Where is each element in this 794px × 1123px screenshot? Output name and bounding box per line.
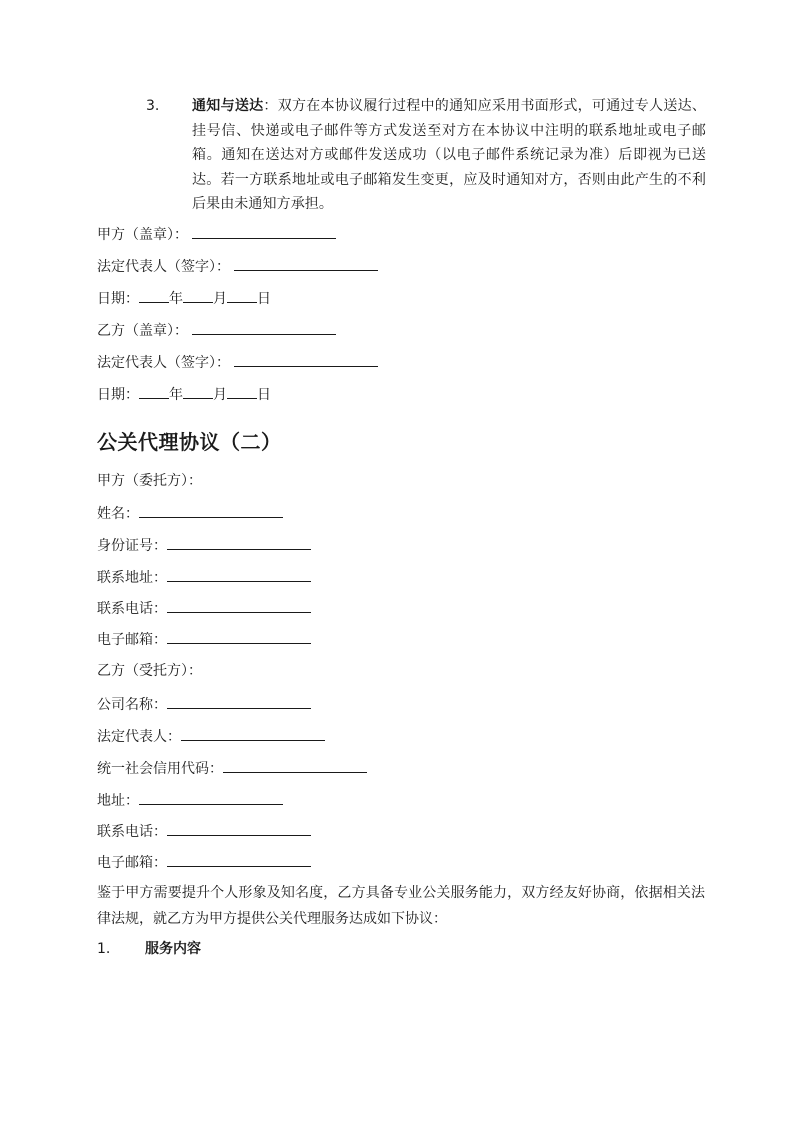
address-blank[interactable] xyxy=(139,790,283,805)
clause-title: 通知与送达 xyxy=(192,98,264,114)
clause-3 xyxy=(146,94,706,217)
party-b-rep-line xyxy=(97,352,378,373)
party-b-phone-line xyxy=(97,821,311,842)
address-label: 地址： xyxy=(97,793,139,809)
preamble-paragraph: 鉴于甲方需要提升个人形象及知名度，乙方具备专业公关服务能力，双方经友好协商，依据相关法律法规，就乙方为甲方提供公关代理服务达成如下协议： xyxy=(97,885,705,927)
party-b-seal-blank[interactable] xyxy=(192,320,336,335)
email-blank[interactable] xyxy=(167,629,311,644)
address-blank[interactable] xyxy=(167,567,311,582)
month-label: 月 xyxy=(213,291,227,307)
month-label: 月 xyxy=(213,387,227,403)
clause-number: 3. xyxy=(146,98,160,114)
email-label: 电子邮箱： xyxy=(97,855,167,871)
party-a-id-line xyxy=(97,535,311,556)
day-blank[interactable] xyxy=(227,384,257,399)
company-label: 公司名称： xyxy=(97,697,167,713)
date-prefix: 日期： xyxy=(97,291,139,307)
legal-rep-blank[interactable] xyxy=(181,726,325,741)
party-a-rep-blank[interactable] xyxy=(234,256,378,271)
party-b-rep-label: 法定代表人（签字）： xyxy=(97,355,230,371)
party-a-rep-label: 法定代表人（签字）： xyxy=(97,259,230,275)
party-a-rep-line xyxy=(97,256,378,277)
name-label: 姓名： xyxy=(97,506,139,522)
party-a-seal-line xyxy=(97,224,336,245)
credit-code-label: 统一社会信用代码： xyxy=(97,761,223,777)
address-label: 联系地址： xyxy=(97,570,167,586)
party-b-email-line xyxy=(97,852,311,873)
party-b-seal-label: 乙方（盖章）： xyxy=(97,323,188,339)
party-b-header: 乙方（受托方）： xyxy=(97,663,202,679)
agreement-title: 公关代理协议（二） xyxy=(97,430,282,454)
year-label: 年 xyxy=(169,291,183,307)
phone-label: 联系电话： xyxy=(97,601,167,617)
party-a-seal-label: 甲方（盖章）： xyxy=(97,227,188,243)
party-a-phone-line xyxy=(97,598,311,619)
clause-text: ：双方在本协议履行过程中的通知应采用书面形式，可通过专人送达、挂号信、快递或电子邮件等方式发送至对方在本协议中注明的联系地址或电子邮箱。通知在送达对方或邮件发送成功（以电子邮件系统记录为准）后即视为已送达。若一方联系地址或电子邮箱发生变更，应及时通知对方，否则由此产生的不利后果由未通知方承担。 xyxy=(192,98,706,212)
legal-rep-label: 法定代表人： xyxy=(97,729,181,745)
phone-blank[interactable] xyxy=(167,598,311,613)
phone-label: 联系电话： xyxy=(97,824,167,840)
year-blank[interactable] xyxy=(139,288,169,303)
day-blank[interactable] xyxy=(227,288,257,303)
day-label: 日 xyxy=(257,387,271,403)
party-a-header: 甲方（委托方）： xyxy=(97,473,202,489)
party-b-legal-rep-line xyxy=(97,726,325,747)
email-blank[interactable] xyxy=(167,852,311,867)
party-b-credit-code-line xyxy=(97,758,367,779)
email-label: 电子邮箱： xyxy=(97,632,167,648)
month-blank[interactable] xyxy=(183,384,213,399)
party-a-address-line xyxy=(97,567,311,588)
clause-body xyxy=(192,94,706,217)
company-blank[interactable] xyxy=(167,694,311,709)
phone-blank[interactable] xyxy=(167,821,311,836)
party-a-date-line xyxy=(97,288,271,309)
day-label: 日 xyxy=(257,291,271,307)
date-prefix: 日期： xyxy=(97,387,139,403)
name-blank[interactable] xyxy=(139,503,283,518)
party-b-address-line xyxy=(97,790,283,811)
party-a-seal-blank[interactable] xyxy=(192,224,336,239)
section-title: 服务内容 xyxy=(145,941,201,957)
month-blank[interactable] xyxy=(183,288,213,303)
party-a-name-line xyxy=(97,503,283,524)
year-label: 年 xyxy=(169,387,183,403)
id-label: 身份证号： xyxy=(97,538,167,554)
party-b-rep-blank[interactable] xyxy=(234,352,378,367)
party-b-seal-line xyxy=(97,320,336,341)
party-a-email-line xyxy=(97,629,311,650)
section-1-heading xyxy=(97,939,201,959)
party-b-company-line xyxy=(97,694,311,715)
id-blank[interactable] xyxy=(167,535,311,550)
year-blank[interactable] xyxy=(139,384,169,399)
credit-code-blank[interactable] xyxy=(223,758,367,773)
party-b-date-line xyxy=(97,384,271,405)
section-number: 1. xyxy=(97,941,111,957)
